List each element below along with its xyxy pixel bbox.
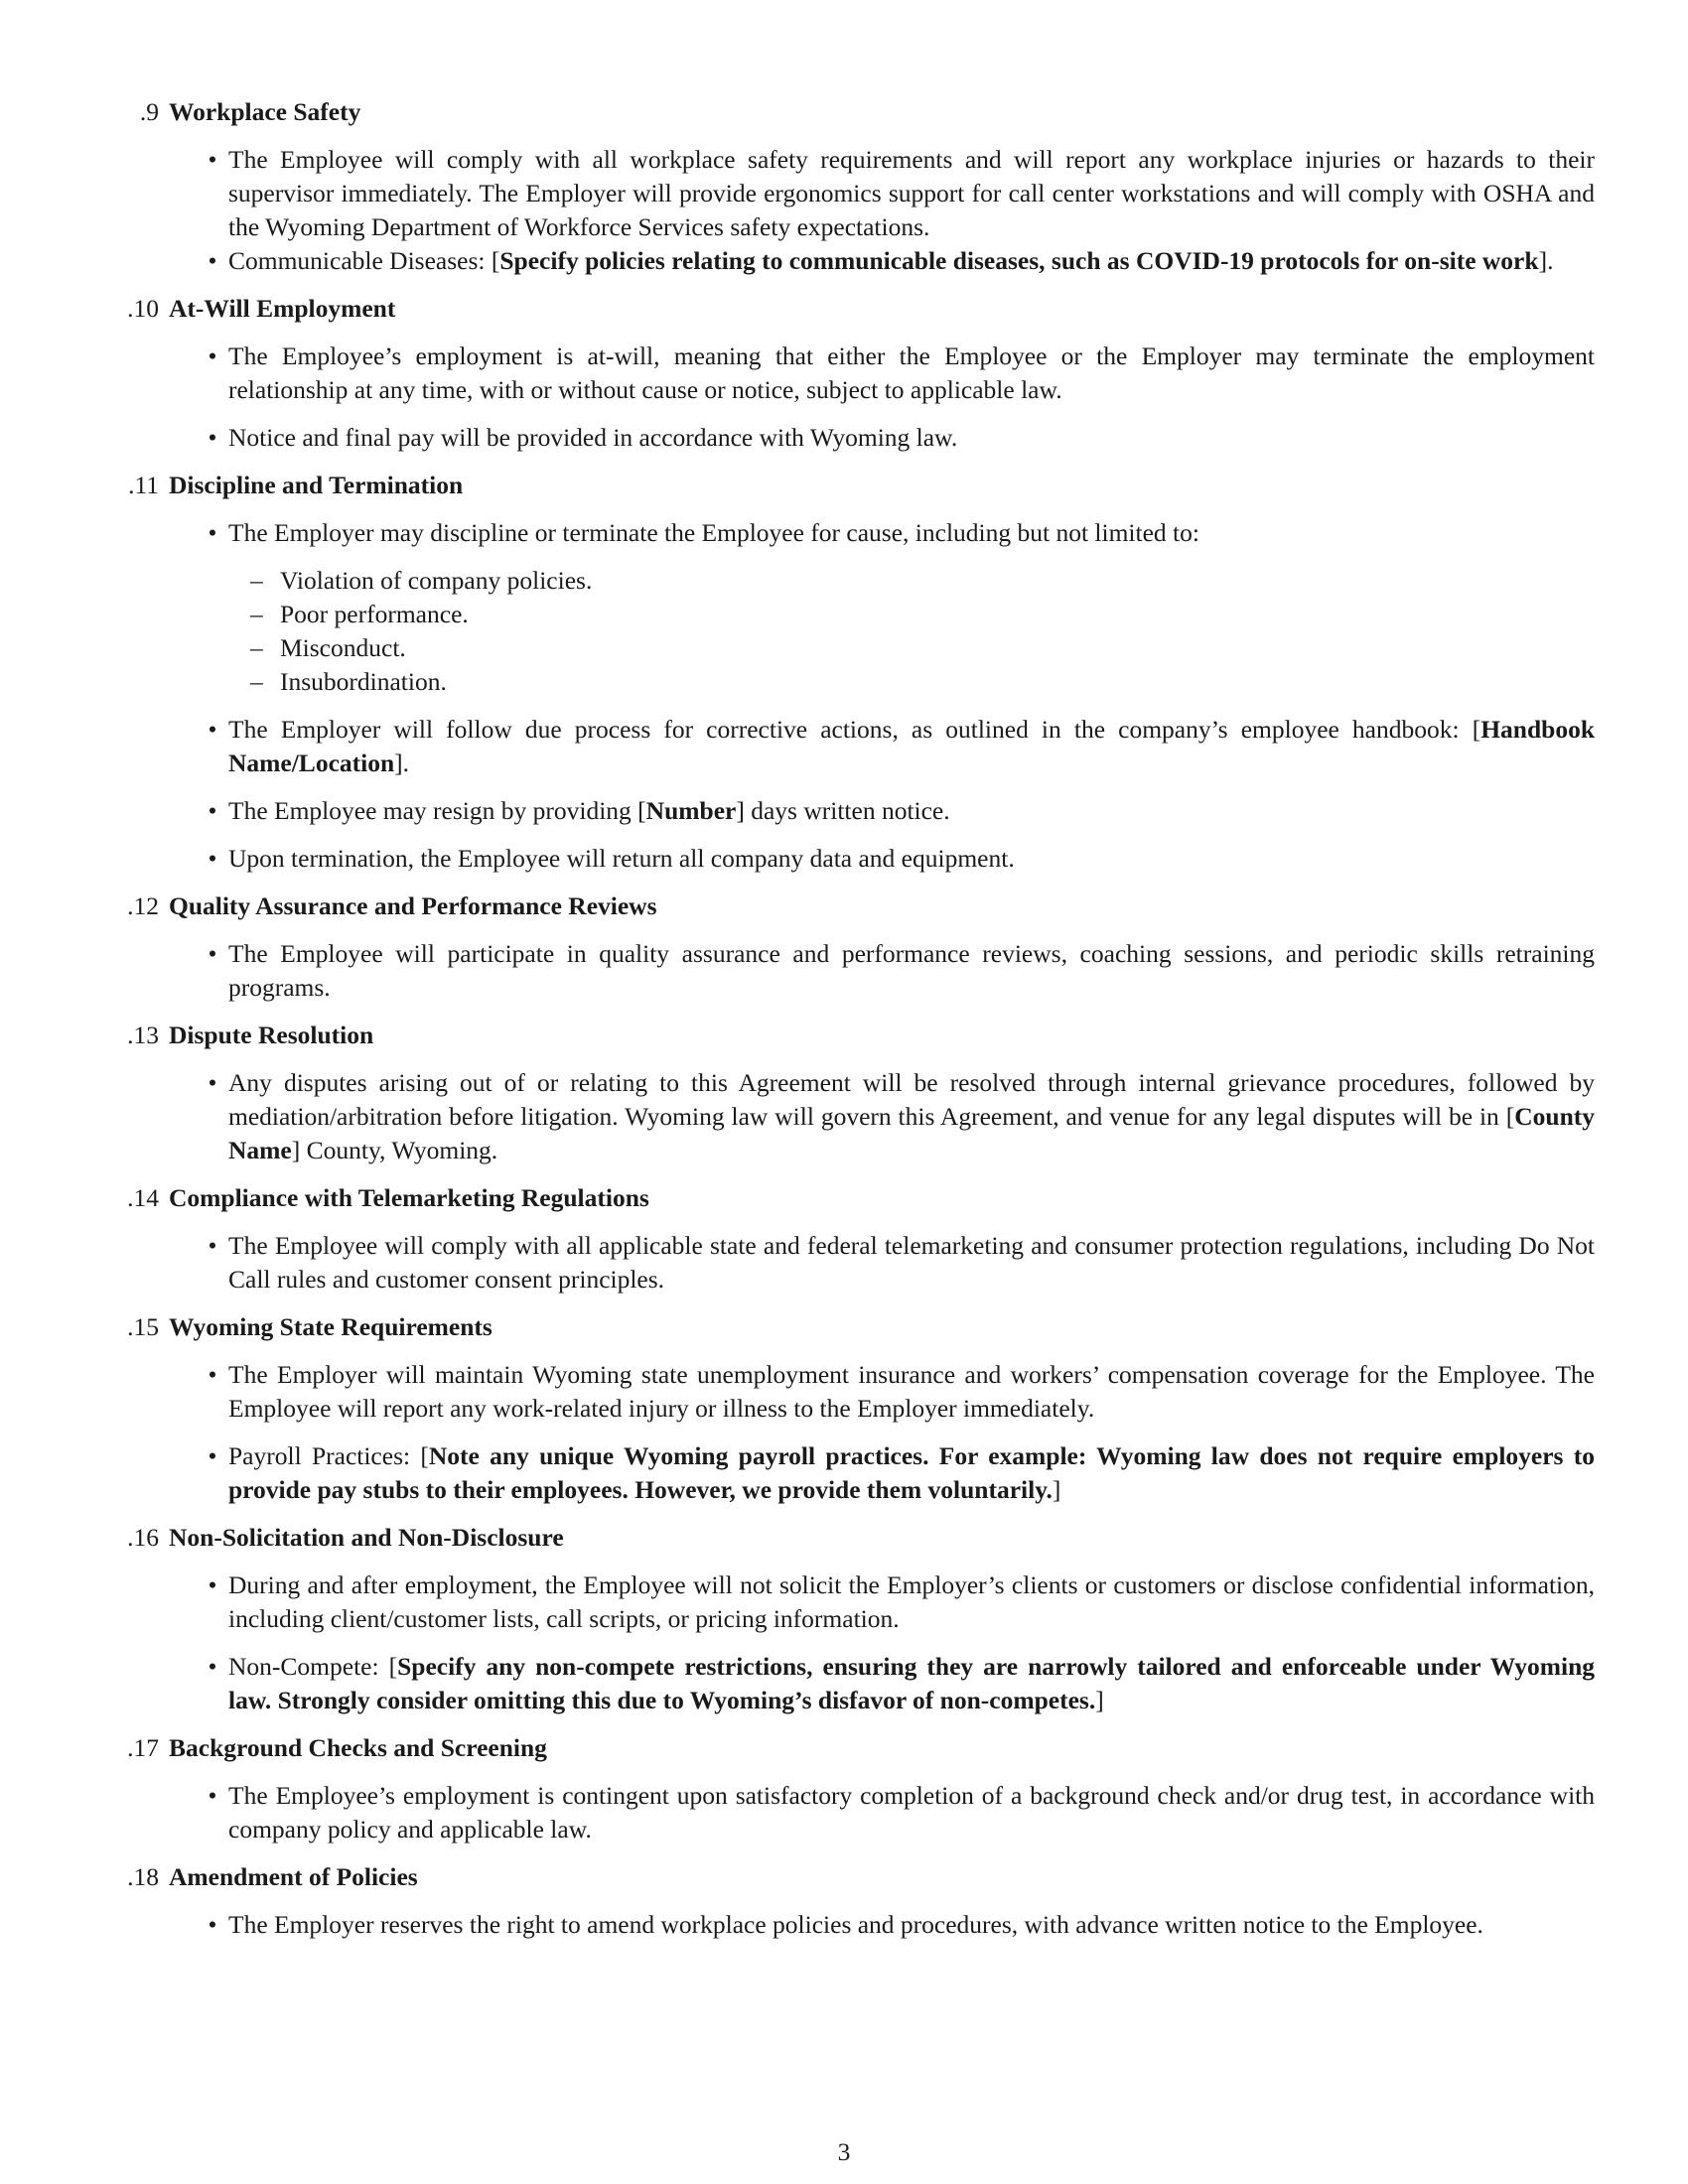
cause-text: Poor performance.	[280, 600, 469, 628]
cause-text: Violation of company policies.	[280, 566, 593, 595]
section-title: Dispute Resolution	[169, 1021, 374, 1049]
list-item	[208, 1358, 1595, 1426]
bullet-icon: •	[208, 1910, 217, 1939]
item-text: During and after employment, the Employee will not solicit the Employer’s clients or customers or disclose confidential information, including client/customer lists, call scripts, or pricing information.	[228, 1570, 1595, 1633]
section-at-will-employment	[127, 292, 1595, 455]
section-title: Workplace Safety	[169, 97, 361, 126]
item-text: .	[402, 749, 410, 777]
item-text: The Employee will participate in quality assurance and performance reviews, coaching sessions, and periodic skills retraining programs.	[228, 939, 1595, 1002]
dash-icon: –	[250, 633, 263, 662]
list-item	[208, 1569, 1595, 1636]
dash-icon: –	[250, 566, 263, 595]
section-heading: 17. Background Checks and Screening	[169, 1731, 1595, 1765]
bullet-icon: •	[208, 1781, 217, 1810]
bullet-list	[169, 937, 1595, 1005]
bullet-icon: •	[208, 423, 217, 452]
section-title: Background Checks and Screening	[169, 1733, 547, 1762]
placeholder-text: County Name	[228, 1102, 1595, 1164]
item-text: days written notice.	[744, 796, 950, 825]
list-item	[208, 516, 1595, 699]
list-item: • The Employee may resign by providing [Number] days written notice.	[228, 794, 1595, 828]
bullet-icon: •	[208, 796, 217, 825]
item-text: The Employee’s employment is contingent upon satisfactory completion of a background check and/or drug test, in accordance with company policy and applicable law.	[228, 1781, 1595, 1843]
placeholder-text: Specify policies relating to communicable diseases, such as COVID-19 protocols for on-site work	[499, 246, 1539, 275]
section-heading: 11. Discipline and Termination	[169, 469, 1595, 502]
bullet-list	[169, 143, 1595, 278]
section-heading: 18. Amendment of Policies	[169, 1860, 1595, 1894]
cause-item	[250, 665, 1595, 699]
item-text: The Employer reserves the right to amend workplace policies and procedures, with advance written notice to the Employee.	[228, 1910, 1483, 1939]
bullet-icon: •	[208, 1231, 217, 1260]
document-body	[127, 95, 1596, 1956]
cause-text: Insubordination.	[280, 667, 447, 696]
bullet-icon: •	[208, 939, 217, 968]
bullet-list	[169, 1779, 1595, 1846]
dash-icon: –	[250, 600, 263, 628]
bullet-icon: •	[208, 1068, 217, 1097]
bullet-list	[169, 1358, 1595, 1507]
bullet-list	[169, 340, 1595, 455]
item-label: Non-Compete:	[228, 1652, 389, 1681]
list-item: • Non-Compete: [Specify any non-compete restrictions, ensuring they are narrowly tailored and enforceable under Wyoming law. Strongly consider omitting this due to Wyoming’s disfavor of non-competes.]	[228, 1650, 1595, 1717]
section-telemarketing-compliance	[127, 1181, 1595, 1297]
list-item	[208, 842, 1595, 876]
item-text: County, Wyoming.	[300, 1136, 498, 1164]
item-text: Notice and final pay will be provided in accordance with Wyoming law.	[228, 423, 958, 452]
list-item	[208, 143, 1595, 244]
item-text: The Employee will comply with all workplace safety requirements and will report any workplace injuries or hazards to their supervisor immediately. The Employer will provide ergonomics support for call center workstations and will comply with OSHA and the Wyoming Department of Workforce Services safety expectations.	[228, 145, 1595, 241]
section-heading: 16. Non-Solicitation and Non-Disclosure	[169, 1521, 1595, 1555]
cause-item	[250, 598, 1595, 631]
section-heading: 13. Dispute Resolution	[169, 1019, 1595, 1052]
cause-item	[250, 564, 1595, 598]
item-text: The Employer will follow due process for corrective actions, as outlined in the company’s employee handbook:	[228, 715, 1473, 744]
bullet-icon: •	[208, 341, 217, 370]
cause-list	[228, 564, 1595, 699]
item-text: The Employer may discipline or terminate the Employee for cause, including but not limited to:	[228, 518, 1199, 547]
item-text: .	[1547, 246, 1554, 275]
bullet-icon: •	[208, 246, 217, 275]
bullet-list	[169, 1066, 1595, 1167]
item-label: Communicable Diseases:	[228, 246, 492, 275]
list-item: • The Employer will follow due process for corrective actions, as outlined in the company’s employee handbook: [Handbook Name/Location].	[228, 713, 1595, 780]
section-title: Discipline and Termination	[169, 471, 464, 499]
section-heading: 10. At-Will Employment	[169, 292, 1595, 326]
section-amendment-of-policies	[127, 1860, 1595, 1942]
dash-icon: –	[250, 667, 263, 696]
item-text: Any disputes arising out of or relating to this Agreement will be resolved through internal grievance procedures, followed by mediation/arbitration before litigation. Wyoming law will govern this Agreement, and venue for any legal disputes will be in	[228, 1068, 1595, 1131]
bullet-list	[169, 1229, 1595, 1297]
bullet-icon: •	[208, 844, 217, 873]
section-non-solicitation	[127, 1521, 1596, 1717]
item-label: Payroll Practices:	[228, 1441, 421, 1470]
bullet-list	[169, 1569, 1595, 1717]
list-item	[208, 937, 1595, 1005]
item-text: The Employee may resign by providing	[228, 796, 638, 825]
placeholder-text: Note any unique Wyoming payroll practices. For example: Wyoming law does not require employers to provide pay stubs to their employees. However, we provide them voluntarily.	[228, 1441, 1595, 1504]
cause-item	[250, 631, 1595, 665]
list-item: • Payroll Practices: [Note any unique Wyoming payroll practices. For example: Wyoming law does not require employers to provide pay stubs to their employees. However, we provide them voluntarily.]	[228, 1439, 1595, 1507]
section-title: Non-Solicitation and Non-Disclosure	[169, 1523, 564, 1552]
page-number: 3	[837, 2137, 851, 2166]
list-item	[208, 1779, 1595, 1846]
section-workplace-safety	[139, 95, 1595, 278]
cause-text: Misconduct.	[280, 633, 406, 662]
section-heading: 9. Workplace Safety	[169, 95, 1595, 129]
item-text: The Employee’s employment is at-will, meaning that either the Employee or the Employer may terminate the employment relationship at any time, with or without cause or notice, subject to applicable law.	[228, 341, 1595, 404]
item-text: Upon termination, the Employee will return all company data and equipment.	[228, 844, 1015, 873]
list-item	[208, 1908, 1595, 1942]
section-heading: 14. Compliance with Telemarketing Regulations	[169, 1181, 1595, 1215]
section-title: At-Will Employment	[169, 294, 396, 323]
bullet-list	[169, 1908, 1595, 1942]
bullet-icon: •	[208, 1441, 217, 1470]
list-item: • Communicable Diseases: [Specify policies relating to communicable diseases, such as COVID-19 protocols for on-site work].	[228, 244, 1595, 278]
bullet-icon: •	[208, 1652, 217, 1681]
section-title: Wyoming State Requirements	[169, 1312, 492, 1341]
bullet-icon: •	[208, 1360, 217, 1389]
section-quality-assurance	[127, 889, 1595, 1005]
item-text: The Employee will comply with all applicable state and federal telemarketing and consumer protection regulations, including Do Not Call rules and customer consent principles.	[228, 1231, 1595, 1294]
section-title: Amendment of Policies	[169, 1862, 418, 1891]
section-dispute-resolution	[127, 1019, 1595, 1167]
list-item	[208, 1229, 1595, 1297]
list-item	[208, 340, 1595, 407]
bullet-icon: •	[208, 145, 217, 174]
bullet-icon: •	[208, 518, 217, 547]
section-wyoming-requirements	[127, 1310, 1595, 1507]
bullet-icon: •	[208, 1570, 217, 1599]
placeholder-text: Specify any non-compete restrictions, ensuring they are narrowly tailored and enforceable under Wyoming law. Strongly consider omitting this due to Wyoming’s disfavor of non-competes.	[228, 1652, 1596, 1714]
placeholder-text: Handbook Name/Location	[228, 715, 1595, 777]
section-background-checks	[127, 1731, 1595, 1846]
section-title: Quality Assurance and Performance Reviews	[169, 891, 657, 920]
item-text: The Employer will maintain Wyoming state unemployment insurance and workers’ compensation coverage for the Employee. The Employee will report any work-related injury or illness to the Employer immediately.	[228, 1360, 1595, 1423]
placeholder-text: Number	[645, 796, 737, 825]
section-discipline-termination	[128, 469, 1595, 876]
section-heading: 12. Quality Assurance and Performance Reviews	[169, 889, 1595, 923]
list-item	[208, 421, 1595, 455]
section-heading: 15. Wyoming State Requirements	[169, 1310, 1595, 1344]
list-item: • Any disputes arising out of or relating to this Agreement will be resolved through internal grievance procedures, followed by mediation/arbitration before litigation. Wyoming law will govern this Agreement, and venue for any legal disputes will be in [County Name] County, Wyoming.	[228, 1066, 1595, 1167]
section-title: Compliance with Telemarketing Regulations	[169, 1183, 649, 1212]
bullet-list	[169, 516, 1595, 876]
bullet-icon: •	[208, 715, 217, 744]
